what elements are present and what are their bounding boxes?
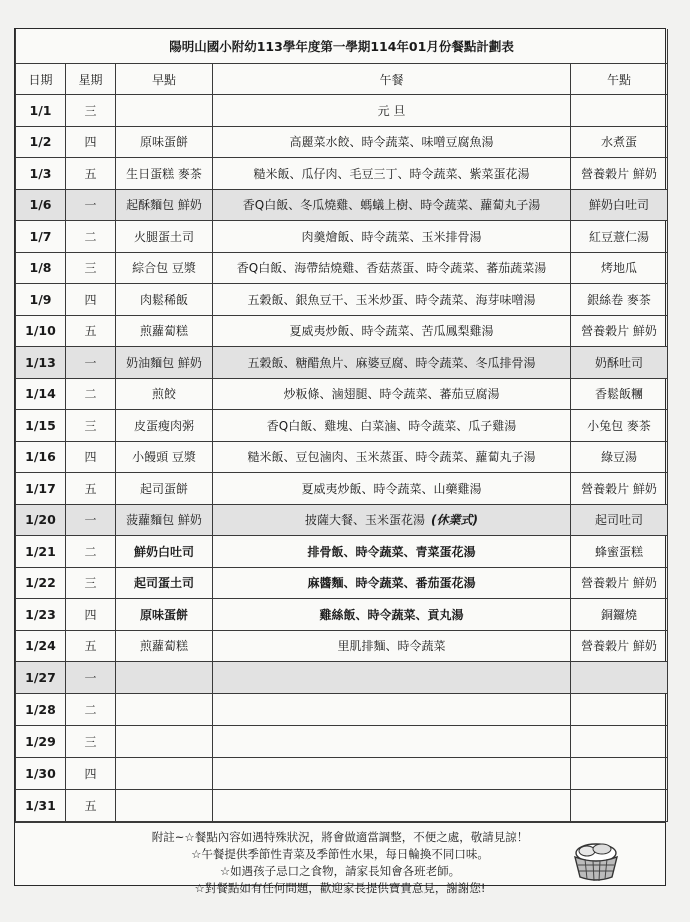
footer-note: ☆如遇孩子忌口之食物，請家長知會各班老師。: [219, 864, 461, 878]
snack-cell: 營養穀片 鮮奶: [571, 567, 668, 599]
date-cell: 1/21: [16, 536, 66, 568]
weekday-cell: 四: [66, 441, 116, 473]
date-cell: 1/28: [16, 694, 66, 726]
date-cell: 1/2: [16, 126, 66, 158]
table-row: [16, 630, 668, 662]
date-cell: 1/30: [16, 758, 66, 790]
table-row: [16, 758, 668, 790]
lunch-cell: 元 旦: [213, 95, 571, 127]
breakfast-cell: 菠蘿麵包 鮮奶: [116, 504, 213, 536]
snack-cell: 香鬆飯糰: [571, 378, 668, 410]
date-cell: 1/1: [16, 95, 66, 127]
snack-cell: 紅豆薏仁湯: [571, 221, 668, 253]
date-cell: 1/13: [16, 347, 66, 379]
table-row: [16, 790, 668, 822]
date-cell: 1/27: [16, 662, 66, 694]
lunch-cell: [213, 726, 571, 758]
snack-cell: 銀絲卷 麥茶: [571, 284, 668, 316]
breakfast-cell: 煎蘿蔔糕: [116, 630, 213, 662]
weekday-cell: 二: [66, 221, 116, 253]
date-cell: 1/24: [16, 630, 66, 662]
table-row: [16, 504, 668, 536]
lunch-cell: 五穀飯、糖醋魚片、麻婆豆腐、時令蔬菜、冬瓜排骨湯: [213, 347, 571, 379]
breakfast-cell: 起司蛋餅: [116, 473, 213, 505]
snack-cell: [571, 790, 668, 822]
snack-cell: [571, 726, 668, 758]
table-row: [16, 347, 668, 379]
menu-sheet: [14, 28, 666, 895]
snack-cell: 銅鑼燒: [571, 599, 668, 631]
lunch-cell: 麻醬麵、時令蔬菜、番茄蛋花湯: [213, 567, 571, 599]
breakfast-cell: [116, 694, 213, 726]
lunch-cell: 夏威夷炒飯、時令蔬菜、山藥雞湯: [213, 473, 571, 505]
date-cell: 1/14: [16, 378, 66, 410]
lunch-cell: [213, 662, 571, 694]
weekday-cell: 四: [66, 284, 116, 316]
date-cell: 1/8: [16, 252, 66, 284]
weekday-cell: 一: [66, 662, 116, 694]
table-row: [16, 536, 668, 568]
date-cell: 1/17: [16, 473, 66, 505]
date-cell: 1/15: [16, 410, 66, 442]
table-row: [16, 567, 668, 599]
date-cell: 1/22: [16, 567, 66, 599]
weekday-cell: 四: [66, 599, 116, 631]
header-date: 日期: [16, 64, 66, 95]
date-cell: 1/20: [16, 504, 66, 536]
snack-cell: 鮮奶白吐司: [571, 189, 668, 221]
lunch-cell: 里肌排麵、時令蔬菜: [213, 630, 571, 662]
table-row: [16, 126, 668, 158]
table-title: 陽明山國小附幼113學年度第一學期114年01月份餐點計劃表: [16, 29, 668, 64]
table-row: [16, 189, 668, 221]
breakfast-cell: 小饅頭 豆漿: [116, 441, 213, 473]
date-cell: 1/3: [16, 158, 66, 190]
table-row: [16, 662, 668, 694]
date-cell: 1/23: [16, 599, 66, 631]
snack-cell: [571, 758, 668, 790]
date-cell: 1/31: [16, 790, 66, 822]
weekday-cell: 二: [66, 378, 116, 410]
lunch-cell: [213, 790, 571, 822]
table-row: [16, 726, 668, 758]
table-row: [16, 441, 668, 473]
weekday-cell: 五: [66, 473, 116, 505]
date-cell: 1/7: [16, 221, 66, 253]
snack-cell: 綠豆湯: [571, 441, 668, 473]
bread-basket-icon: [567, 837, 625, 883]
breakfast-cell: [116, 726, 213, 758]
meal-plan-table: [15, 29, 668, 822]
weekday-cell: 三: [66, 95, 116, 127]
breakfast-cell: 原味蛋餅: [116, 599, 213, 631]
lunch-cell: 排骨飯、時令蔬菜、青菜蛋花湯: [213, 536, 571, 568]
date-cell: 1/10: [16, 315, 66, 347]
weekday-cell: 二: [66, 536, 116, 568]
weekday-cell: 一: [66, 189, 116, 221]
lunch-cell: 夏威夷炒飯、時令蔬菜、苦瓜鳳梨雞湯: [213, 315, 571, 347]
lunch-cell: 糙米飯、豆包滷肉、玉米蒸蛋、時令蔬菜、蘿蔔丸子湯: [213, 441, 571, 473]
table-row: [16, 473, 668, 505]
lunch-cell: [213, 758, 571, 790]
date-cell: 1/16: [16, 441, 66, 473]
lunch-cell: 糙米飯、瓜仔肉、毛豆三丁、時令蔬菜、紫菜蛋花湯: [213, 158, 571, 190]
lunch-cell: 香Q白飯、雞塊、白菜滷、時令蔬菜、瓜子雞湯: [213, 410, 571, 442]
breakfast-cell: [116, 758, 213, 790]
breakfast-cell: 起司蛋土司: [116, 567, 213, 599]
header-weekday: 星期: [66, 64, 116, 95]
breakfast-cell: [116, 790, 213, 822]
lunch-cell: 高麗菜水餃、時令蔬菜、味噌豆腐魚湯: [213, 126, 571, 158]
lunch-cell: 雞絲飯、時令蔬菜、貢丸湯: [213, 599, 571, 631]
table-row: [16, 284, 668, 316]
table-row: [16, 378, 668, 410]
lunch-cell: 香Q白飯、海帶結燒雞、香菇蒸蛋、時令蔬菜、蕃茄蔬菜湯: [213, 252, 571, 284]
breakfast-cell: 皮蛋瘦肉粥: [116, 410, 213, 442]
snack-cell: 營養穀片 鮮奶: [571, 630, 668, 662]
snack-cell: 起司吐司: [571, 504, 668, 536]
date-cell: 1/29: [16, 726, 66, 758]
date-cell: 1/6: [16, 189, 66, 221]
snack-cell: 水煮蛋: [571, 126, 668, 158]
weekday-cell: 三: [66, 567, 116, 599]
snack-cell: [571, 662, 668, 694]
snack-cell: 奶酥吐司: [571, 347, 668, 379]
header-lunch: 午餐: [213, 64, 571, 95]
breakfast-cell: 起酥麵包 鮮奶: [116, 189, 213, 221]
lunch-cell: [213, 694, 571, 726]
footer-note: 附註~☆餐點內容如遇特殊狀況，將會做適當調整，不便之處，敬請見諒！: [151, 830, 529, 844]
lunch-note: (休業式): [431, 513, 478, 528]
lunch-text: 披薩大餐、玉米蛋花湯: [305, 513, 426, 528]
weekday-cell: 五: [66, 158, 116, 190]
weekday-cell: 五: [66, 630, 116, 662]
snack-cell: 蜂蜜蛋糕: [571, 536, 668, 568]
snack-cell: [571, 95, 668, 127]
weekday-cell: 一: [66, 347, 116, 379]
footer-notes: [15, 822, 665, 895]
lunch-cell: 五穀飯、銀魚豆干、玉米炒蛋、時令蔬菜、海芽味噌湯: [213, 284, 571, 316]
weekday-cell: 四: [66, 758, 116, 790]
lunch-cell: 香Q白飯、冬瓜燒雞、螞蟻上樹、時令蔬菜、蘿蔔丸子湯: [213, 189, 571, 221]
breakfast-cell: [116, 662, 213, 694]
table-row: [16, 694, 668, 726]
lunch-cell: 炒粄條、滷翅腿、時令蔬菜、蕃茄豆腐湯: [213, 378, 571, 410]
weekday-cell: 一: [66, 504, 116, 536]
snack-cell: 營養穀片 鮮奶: [571, 473, 668, 505]
breakfast-cell: 煎蘿蔔糕: [116, 315, 213, 347]
breakfast-cell: 原味蛋餅: [116, 126, 213, 158]
breakfast-cell: 生日蛋糕 麥茶: [116, 158, 213, 190]
header-snack: 午點: [571, 64, 668, 95]
table-row: [16, 599, 668, 631]
snack-cell: 小兔包 麥茶: [571, 410, 668, 442]
table-row: [16, 410, 668, 442]
breakfast-cell: 煎餃: [116, 378, 213, 410]
footer-note: ☆午餐提供季節性青菜及季節性水果，每日輪換不同口味。: [191, 847, 489, 861]
lunch-cell: [213, 504, 571, 536]
weekday-cell: 四: [66, 126, 116, 158]
table-row: [16, 252, 668, 284]
snack-cell: [571, 694, 668, 726]
snack-cell: 營養穀片 鮮奶: [571, 158, 668, 190]
snack-cell: 營養穀片 鮮奶: [571, 315, 668, 347]
table-row: [16, 315, 668, 347]
menu-rows: [16, 95, 668, 822]
breakfast-cell: 火腿蛋土司: [116, 221, 213, 253]
table-row: [16, 158, 668, 190]
snack-cell: 烤地瓜: [571, 252, 668, 284]
weekday-cell: 二: [66, 694, 116, 726]
weekday-cell: 三: [66, 726, 116, 758]
table-row: [16, 221, 668, 253]
table-row: [16, 95, 668, 127]
weekday-cell: 三: [66, 252, 116, 284]
breakfast-cell: 奶油麵包 鮮奶: [116, 347, 213, 379]
breakfast-cell: 肉鬆稀飯: [116, 284, 213, 316]
breakfast-cell: [116, 95, 213, 127]
weekday-cell: 五: [66, 790, 116, 822]
date-cell: 1/9: [16, 284, 66, 316]
weekday-cell: 三: [66, 410, 116, 442]
header-breakfast: 早點: [116, 64, 213, 95]
weekday-cell: 五: [66, 315, 116, 347]
breakfast-cell: 鮮奶白吐司: [116, 536, 213, 568]
footer-note: ☆對餐點如有任何問題，歡迎家長提供寶貴意見，謝謝您!: [194, 881, 486, 895]
breakfast-cell: 綜合包 豆漿: [116, 252, 213, 284]
lunch-cell: 肉羹燴飯、時令蔬菜、玉米排骨湯: [213, 221, 571, 253]
